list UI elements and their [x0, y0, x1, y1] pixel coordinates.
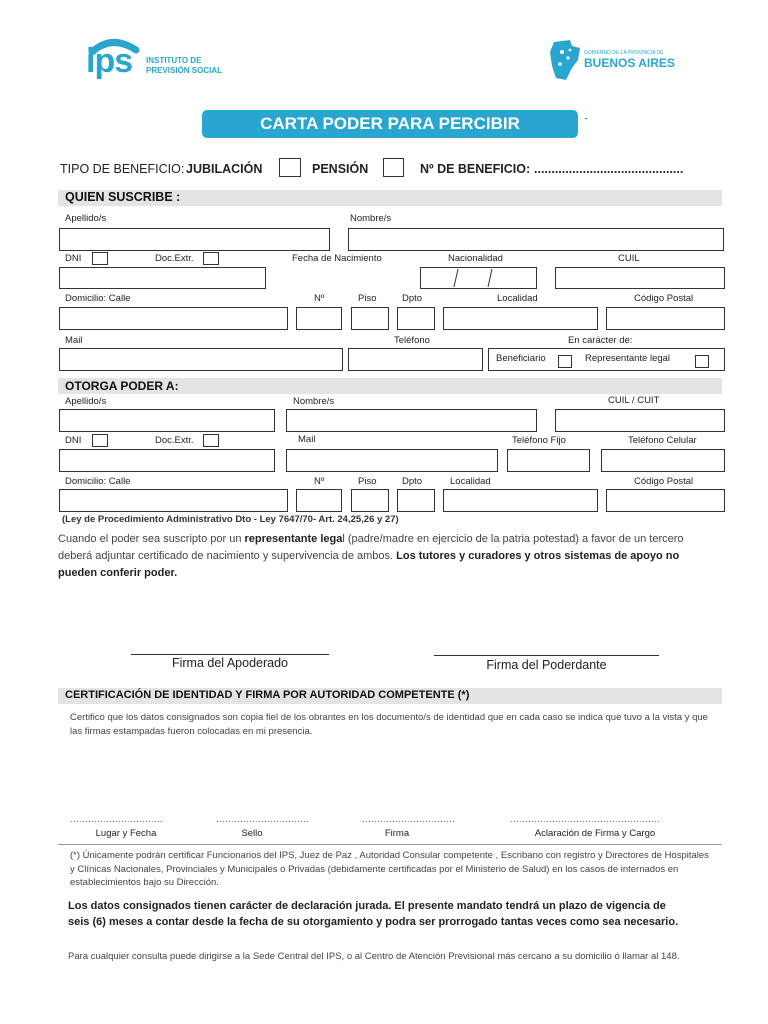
o-doc-number-input[interactable]	[59, 449, 275, 472]
cert-divider	[58, 844, 722, 845]
page-title: CARTA PODER PARA PERCIBIR	[260, 114, 520, 133]
o-localidad-input[interactable]	[443, 489, 598, 512]
ips-subtitle-1: INSTITUTO DE	[146, 56, 202, 65]
o-tel-cel-label: Teléfono Celular	[628, 435, 697, 446]
q-dni-checkbox[interactable]	[92, 252, 108, 265]
q-cuil-input[interactable]	[555, 267, 725, 289]
q-telefono-input[interactable]	[348, 348, 483, 371]
ips-subtitle-2: PREVISIÓN SOCIAL	[146, 66, 223, 75]
q-docextr-checkbox[interactable]	[203, 252, 219, 265]
cert-dots-sello: ...............................	[216, 814, 310, 824]
o-domicilio-label: Domicilio: Calle	[65, 476, 131, 487]
note-bold-2: Los tutores y curadores y otros sistemas de apoyo no pueden conferir poder.	[58, 550, 680, 579]
cert-dots-lugar: ...............................	[70, 814, 164, 824]
o-dpto-label: Dpto	[402, 476, 423, 487]
o-piso-label: Piso	[358, 476, 377, 487]
q-cuil-label: CUIL	[618, 253, 640, 264]
q-apellido-label: Apellido/s	[65, 213, 107, 224]
signature-line-poderdante	[434, 655, 659, 656]
jubilacion-checkbox[interactable]	[279, 158, 301, 177]
o-docextr-label: Doc.Extr.	[155, 435, 194, 446]
law-reference: (Ley de Procedimiento Administrativo Dto - Ley 7647/70- Art. 24,25,26 y 27)	[62, 514, 399, 525]
q-dpto-label: Dpto	[402, 293, 423, 304]
o-nombre-label: Nombre/s	[293, 396, 335, 407]
title-dot	[585, 118, 587, 119]
gov-name: BUENOS AIRES	[584, 56, 675, 70]
q-beneficiario-label: Beneficiario	[496, 353, 546, 364]
cert-dots-firma: ...............................	[362, 814, 456, 824]
gov-logo	[548, 38, 698, 84]
signature-label-apoderado: Firma del Apoderado	[171, 656, 289, 670]
signature-line-apoderado	[131, 654, 329, 655]
q-nombre-input[interactable]	[348, 228, 724, 251]
q-localidad-label: Localidad	[497, 293, 538, 304]
q-telefono-label: Teléfono	[394, 335, 430, 346]
q-cp-input[interactable]	[606, 307, 725, 330]
cert-lugar-caption: Lugar y Fecha	[95, 828, 157, 839]
o-tel-fijo-label: Teléfono Fijo	[512, 435, 566, 446]
province-map-icon	[548, 38, 582, 82]
q-dpto-input[interactable]	[397, 307, 435, 330]
o-dni-label: DNI	[65, 435, 82, 446]
o-docextr-checkbox[interactable]	[203, 434, 219, 447]
o-piso-input[interactable]	[351, 489, 389, 512]
q-cp-label: Código Postal	[634, 293, 694, 304]
representative-note	[58, 531, 698, 582]
cert-firma-caption: Firma	[384, 828, 410, 839]
o-dpto-input[interactable]	[397, 489, 435, 512]
benefit-number-label: Nº DE BENEFICIO:	[420, 162, 531, 176]
date-separators	[420, 267, 537, 289]
ips-logo	[86, 38, 236, 84]
q-mail-label: Mail	[65, 335, 83, 346]
o-localidad-label: Localidad	[450, 476, 491, 487]
o-cp-input[interactable]	[606, 489, 725, 512]
o-tel-cel-input[interactable]	[601, 449, 725, 472]
q-doc-number-input[interactable]	[59, 267, 266, 289]
otorga-poder-title: OTORGA PODER A:	[65, 379, 179, 393]
contact-text: Para cualquier consulta puede dirigirse a la Sede Central del IPS, o al Centro de Atención Previsional más cercano a su domicilio ó llamar al 148.	[68, 951, 680, 962]
o-tel-fijo-input[interactable]	[507, 449, 590, 472]
o-no-label: Nº	[314, 476, 325, 487]
q-no-label: Nº	[314, 293, 325, 304]
q-apellido-input[interactable]	[59, 228, 330, 251]
certification-bar	[58, 688, 722, 704]
note-bold-1: representante lega	[244, 533, 343, 545]
o-nombre-input[interactable]	[286, 409, 537, 432]
q-dni-label: DNI	[65, 253, 82, 264]
benefit-type-label: TIPO DE BENEFICIO:	[60, 162, 185, 176]
declaration-text: Los datos consignados tienen carácter de declaración jurada. El presente mandato tendrá un plazo de vigencia de seis (6) meses a contar desde la fecha de su otorgamiento y podra ser prorrogado tantas veces como sea necesario.	[68, 900, 679, 928]
q-fecha-label: Fecha de Nacimiento	[292, 253, 382, 264]
cert-footnote: (*) Únicamente podrán certificar Funcionarios del IPS, Juez de Paz , Autoridad Consular competente , Escribano con registro y Directores de Hospitales y Clínicas Nacionales, Provinciales y Municipales o Privadas (debidamente certificadas por el Ministerio de Salud) en los casos de internados en establecimientos bajo su Dirección.	[70, 850, 709, 888]
o-mail-label: Mail	[298, 434, 316, 445]
o-cuil-input[interactable]	[555, 409, 725, 432]
q-no-input[interactable]	[296, 307, 342, 330]
note-text-2: l (padre/madre en ejercicio de la patria potestad) a favor de un tercero deberá adjuntar certificado de nacimiento y supervivencia de ambos.	[58, 533, 684, 562]
pension-label: PENSIÓN	[312, 162, 369, 176]
certification-title: CERTIFICACIÓN DE IDENTIDAD Y FIRMA POR AUTORIDAD COMPETENTE (*)	[65, 689, 470, 701]
cert-sello-caption: Sello	[241, 828, 263, 839]
q-docextr-label: Doc.Extr.	[155, 253, 194, 264]
o-apellido-label: Apellido/s	[65, 396, 107, 407]
benefit-number-field[interactable]: ...........................................	[534, 162, 684, 176]
q-piso-label: Piso	[358, 293, 377, 304]
q-domicilio-label: Domicilio: Calle	[65, 293, 131, 304]
otorga-poder-bar	[58, 378, 722, 394]
q-piso-input[interactable]	[351, 307, 389, 330]
certification-text: Certifico que los datos consignados son copia fiel de los obrantes en los documento/s de identidad que en cada caso se indica que tuvo a la vista y que las firmas estampadas fueron colocadas en mi presencia.	[70, 712, 708, 737]
o-no-input[interactable]	[296, 489, 342, 512]
o-dni-checkbox[interactable]	[92, 434, 108, 447]
q-caracter-label: En carácter de:	[568, 335, 633, 346]
q-representante-label: Representante legal	[585, 353, 671, 364]
note-text-1: Cuando el poder sea suscripto por un	[58, 533, 245, 545]
q-mail-input[interactable]	[59, 348, 343, 371]
jubilacion-label: JUBILACIÓN	[186, 162, 263, 176]
q-representante-checkbox[interactable]	[695, 355, 709, 368]
q-localidad-input[interactable]	[443, 307, 598, 330]
o-cuil-label: CUIL / CUIT	[608, 395, 660, 406]
o-cp-label: Código Postal	[634, 476, 694, 487]
o-calle-input[interactable]	[59, 489, 288, 512]
gov-line: GOBIERNO DE LA PROVINCIA DE	[584, 50, 664, 56]
q-nombre-label: Nombre/s	[350, 213, 392, 224]
o-apellido-input[interactable]	[59, 409, 275, 432]
title-banner	[202, 110, 578, 138]
q-nacionalidad-label: Nacionalidad	[448, 253, 503, 264]
o-mail-input[interactable]	[286, 449, 498, 472]
signature-label-poderdante: Firma del Poderdante	[486, 658, 607, 672]
q-beneficiario-checkbox[interactable]	[558, 355, 572, 368]
cert-aclaracion-caption: Aclaración de Firma y Cargo	[534, 828, 656, 839]
pension-checkbox[interactable]	[383, 158, 404, 177]
q-calle-input[interactable]	[59, 307, 288, 330]
cert-dots-aclaracion: ..................................................	[510, 814, 661, 824]
ips-logo-text: ips	[86, 42, 133, 80]
quien-suscribe-bar	[58, 190, 722, 206]
quien-suscribe-title: QUIEN SUSCRIBE :	[65, 190, 181, 204]
